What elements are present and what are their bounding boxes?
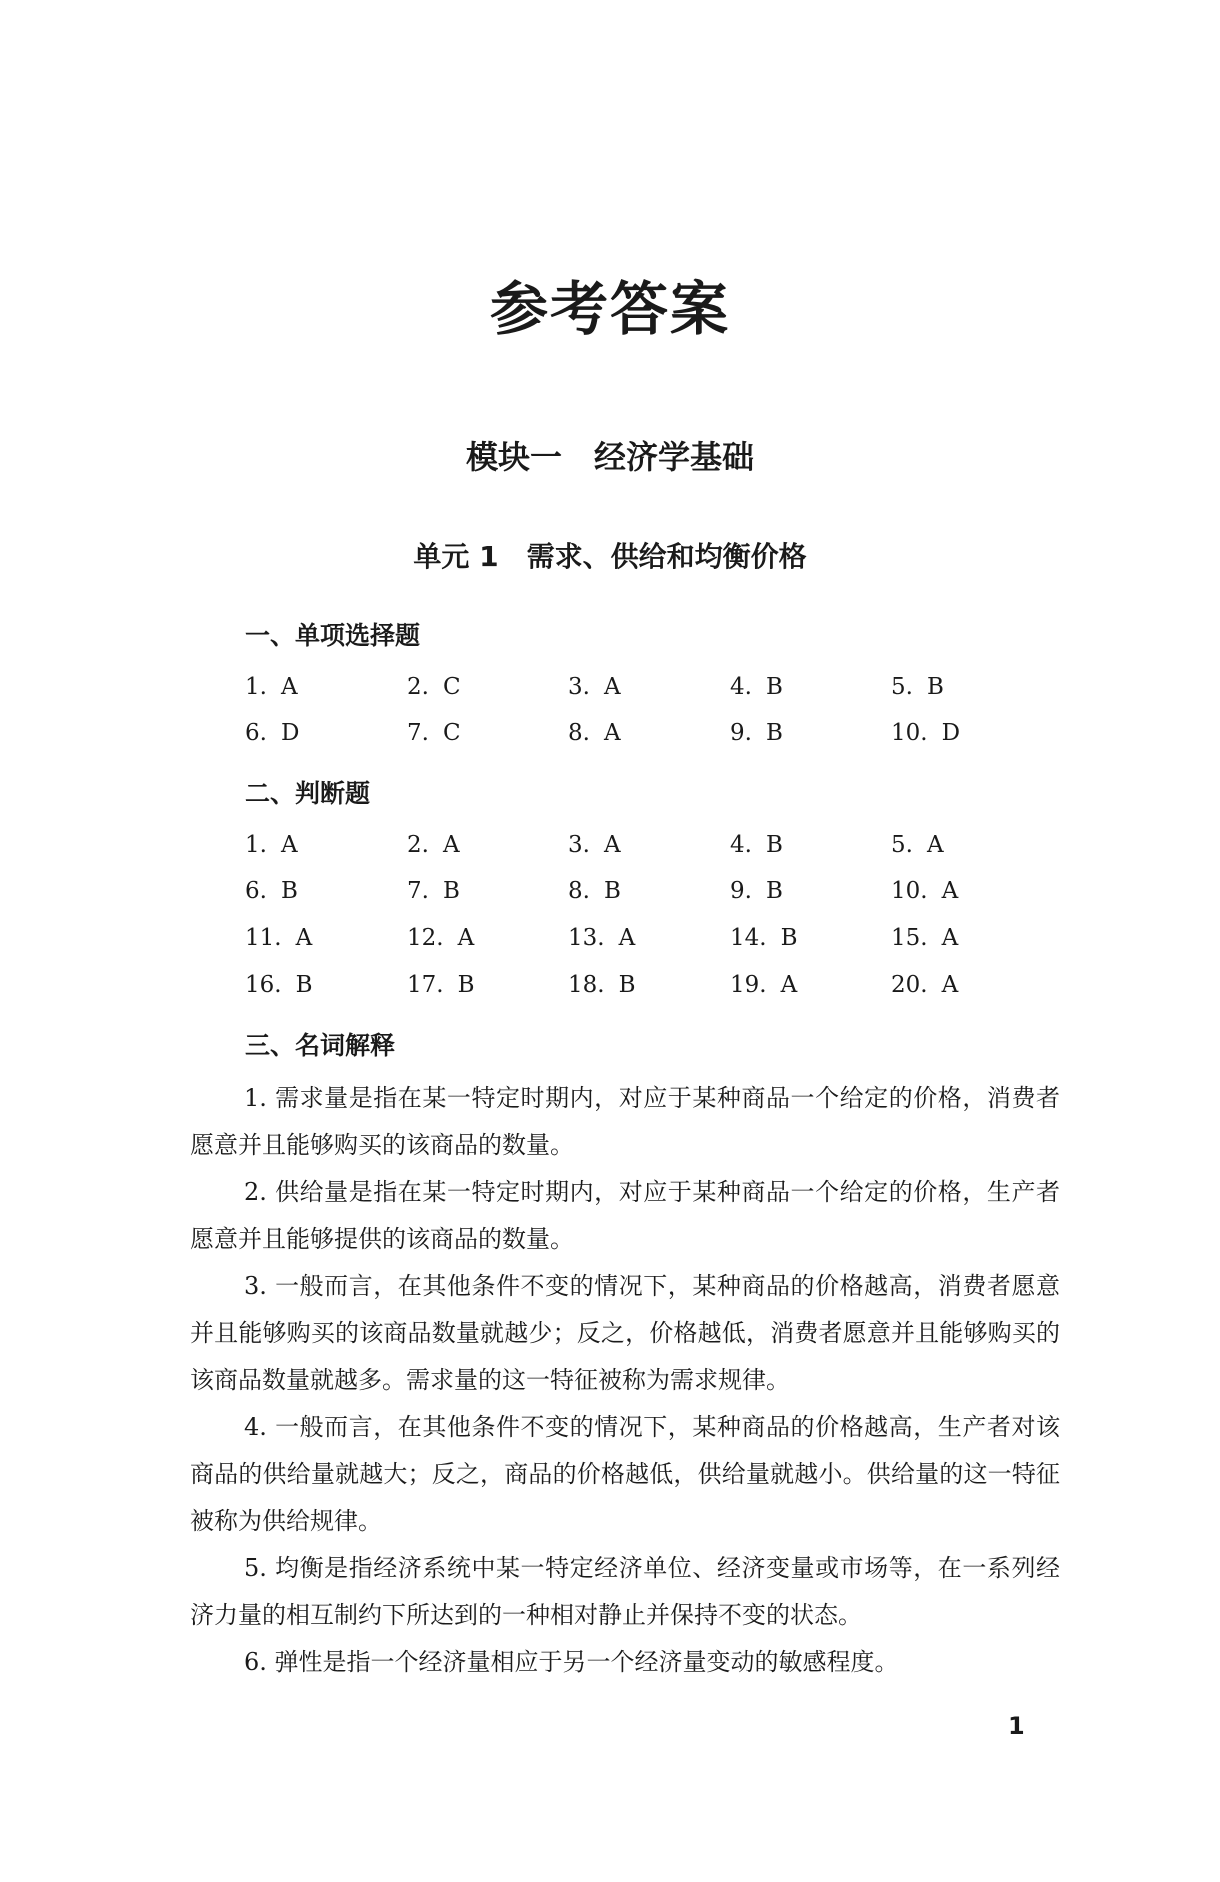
question-number: 10. — [891, 720, 928, 746]
answer-item — [245, 972, 312, 998]
page-number: 1 — [1008, 1712, 1025, 1740]
answer-item — [730, 972, 797, 998]
answer-letter: B — [926, 674, 944, 700]
answer-letter: A — [941, 972, 959, 998]
answer-letter: D — [280, 720, 300, 746]
question-number: 15. — [891, 925, 928, 951]
answer-item — [568, 925, 635, 951]
section-heading-term-definitions: 三、名词解释 — [245, 1031, 396, 1060]
answer-item — [568, 832, 621, 858]
question-number: 10. — [891, 878, 928, 904]
answer-letter: A — [280, 674, 298, 700]
question-number: 19. — [730, 972, 767, 998]
page-title: 参考答案 — [489, 275, 730, 343]
question-number: 7. — [407, 720, 429, 746]
answer-letter: A — [618, 925, 636, 951]
definition-paragraph: 3. 一般而言，在其他条件不变的情况下，某种商品的价格越高，消费者愿意并且能够购买的该商品数量就越少；反之，价格越低，消费者愿意并且能够购买的该商品数量就越多。需求量的这一特征被称为需求规律。 — [190, 1272, 1060, 1394]
definition-paragraph: 2. 供给量是指在某一特定时期内，对应于某种商品一个给定的价格，生产者愿意并且能够提供的该商品的数量。 — [190, 1178, 1060, 1253]
question-number: 1. — [245, 832, 267, 858]
answer-item — [730, 720, 783, 746]
answer-item — [245, 720, 299, 746]
section-heading-true-false: 二、判断题 — [245, 779, 371, 808]
answer-letter: B — [457, 972, 475, 998]
answer-letter: B — [280, 878, 298, 904]
answer-item — [568, 674, 621, 700]
question-number: 1. — [245, 674, 267, 700]
question-number: 6. — [245, 878, 267, 904]
answer-letter: B — [442, 878, 460, 904]
question-number: 12. — [407, 925, 444, 951]
answer-letter: A — [295, 925, 313, 951]
question-number: 18. — [568, 972, 605, 998]
answer-letter: C — [442, 720, 461, 746]
answer-item — [730, 925, 797, 951]
answer-letter: C — [442, 674, 461, 700]
answer-letter: B — [765, 674, 783, 700]
definition-paragraph: 4. 一般而言，在其他条件不变的情况下，某种商品的价格越高，生产者对该商品的供给量就越大；反之，商品的价格越低，供给量就越小。供给量的这一特征被称为供给规律。 — [190, 1413, 1060, 1535]
unit-title: 单元 1 需求、供给和均衡价格 — [413, 540, 807, 573]
question-number: 4. — [730, 832, 752, 858]
question-number: 2. — [407, 674, 429, 700]
answer-item — [245, 674, 298, 700]
answer-item — [730, 832, 783, 858]
answer-item — [407, 972, 474, 998]
answer-item — [891, 674, 944, 700]
answer-item — [407, 878, 460, 904]
answer-row — [245, 720, 1045, 754]
answer-row — [245, 674, 1045, 708]
answer-letter: A — [941, 878, 959, 904]
answer-letter: A — [780, 972, 798, 998]
question-number: 9. — [730, 720, 752, 746]
answer-item — [568, 720, 621, 746]
question-number: 6. — [245, 720, 267, 746]
answer-item — [407, 720, 461, 746]
answer-letter: A — [603, 720, 621, 746]
answer-item — [245, 832, 298, 858]
question-number: 13. — [568, 925, 605, 951]
question-number: 4. — [730, 674, 752, 700]
answer-item — [891, 878, 958, 904]
question-number: 9. — [730, 878, 752, 904]
answer-item — [407, 674, 461, 700]
answer-letter: A — [442, 832, 460, 858]
answer-item — [891, 832, 944, 858]
definition-paragraph: 6. 弹性是指一个经济量相应于另一个经济量变动的敏感程度。 — [244, 1648, 899, 1676]
answer-row — [245, 832, 1045, 866]
answer-letter: B — [295, 972, 313, 998]
answer-letter: A — [280, 832, 298, 858]
question-number: 8. — [568, 720, 590, 746]
question-number: 7. — [407, 878, 429, 904]
question-number: 5. — [891, 674, 913, 700]
answer-letter: B — [780, 925, 798, 951]
answer-row — [245, 878, 1045, 912]
question-number: 17. — [407, 972, 444, 998]
answer-item — [891, 925, 958, 951]
answer-letter: B — [765, 878, 783, 904]
answer-item — [568, 878, 621, 904]
answer-letter: A — [457, 925, 475, 951]
question-number: 14. — [730, 925, 767, 951]
answer-item — [407, 832, 460, 858]
question-number: 2. — [407, 832, 429, 858]
answer-item — [891, 972, 958, 998]
module-title: 模块一 经济学基础 — [465, 438, 754, 476]
answer-item — [891, 720, 960, 746]
answer-letter: B — [603, 878, 621, 904]
question-number: 11. — [245, 925, 282, 951]
answer-letter: D — [941, 720, 961, 746]
answer-row — [245, 972, 1045, 1006]
answer-letter: A — [603, 832, 621, 858]
answer-item — [245, 878, 298, 904]
question-number: 8. — [568, 878, 590, 904]
definition-paragraph: 1. 需求量是指在某一特定时期内，对应于某种商品一个给定的价格，消费者愿意并且能够购买的该商品的数量。 — [190, 1084, 1060, 1159]
answer-letter: B — [618, 972, 636, 998]
answer-item — [245, 925, 312, 951]
answer-letter: A — [926, 832, 944, 858]
definition-paragraph: 5. 均衡是指经济系统中某一特定经济单位、经济变量或市场等，在一系列经济力量的相互制约下所达到的一种相对静止并保持不变的状态。 — [190, 1554, 1060, 1629]
answer-letter: A — [603, 674, 621, 700]
answer-item — [407, 925, 474, 951]
question-number: 20. — [891, 972, 928, 998]
answer-row — [245, 925, 1045, 959]
question-number: 3. — [568, 674, 590, 700]
question-number: 3. — [568, 832, 590, 858]
section-heading-single-choice: 一、单项选择题 — [245, 621, 421, 650]
answer-item — [730, 674, 783, 700]
answer-letter: B — [765, 832, 783, 858]
answer-item — [568, 972, 635, 998]
question-number: 16. — [245, 972, 282, 998]
answer-letter: B — [765, 720, 783, 746]
answer-item — [730, 878, 783, 904]
question-number: 5. — [891, 832, 913, 858]
answer-letter: A — [941, 925, 959, 951]
